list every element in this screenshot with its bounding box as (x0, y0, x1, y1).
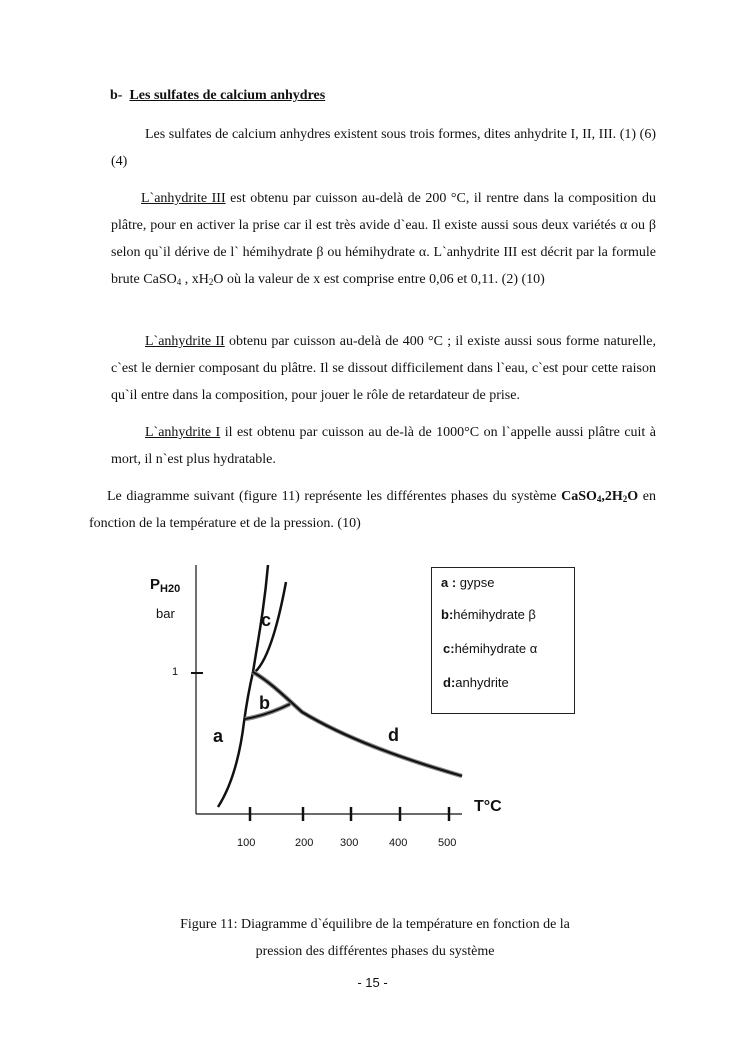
region-label-d: d (388, 725, 399, 745)
paragraph-anhydrite-iii: L`anhydrite III est obtenu par cuisson au-delà de 200 °C, il rentre dans la composition du plâtre, pour en activer la prise car il est très avide d`eau. Il existe aussi sous deux variétés α ou β selon qu`il dérive de l` hémihydrate β ou hémihydrate α. L`anhydrite III est décrit par la formule brute CaSO$_4$ , $xH_2O$ où la valeur de x est comprise entre 0,06 et 0,11. (2) (10) (111, 191, 656, 287)
term-anhydrite-i: L`anhydrite I (145, 425, 221, 440)
legend-item-a: a : gypse (441, 575, 495, 590)
legend-item-d: d:anhydrite (443, 675, 509, 690)
region-label-a: a (213, 726, 224, 746)
formula-caso4: $CaSO_4,2H_2O$ (561, 489, 639, 504)
region-label-b: b (259, 693, 270, 713)
caption-line-2: pression des différentes phases du système (255, 944, 495, 959)
section-number: b- (110, 88, 123, 103)
paragraph-intro: Les sulfates de calcium anhydres existent sous trois formes, dites anhydrite I, II, III. (1) (6) (4) (111, 127, 656, 169)
y-unit-label: bar (156, 606, 175, 621)
y-tick-label: 1 (172, 666, 179, 678)
page-number: - 15 - (357, 975, 388, 990)
section-title: Les sulfates de calcium anhydres (129, 88, 326, 103)
x-tick-label-100: 100 (237, 837, 256, 849)
term-anhydrite-iii: L`anhydrite III (141, 191, 226, 206)
region-label-c: c (261, 610, 272, 630)
x-axis-label: T°C (474, 798, 502, 815)
caption-line-1: Figure 11: Diagramme d`équilibre de la température en fonction de la (180, 917, 570, 932)
diagram-legend (431, 567, 575, 714)
paragraph-anhydrite-ii: L`anhydrite II obtenu par cuisson au-delà de 400 °C ; il existe aussi sous forme naturelle, c`est le dernier composant du plâtre. Il se dissout difficilement dans l`eau, c`est pour cette raison qu`il entre dans la composition, pour jouer le rôle de retardateur de prise. (111, 334, 656, 403)
x-tick-label-300: 300 (340, 837, 359, 849)
legend-item-c: c:hémihydrate α (443, 641, 538, 656)
figure-caption (160, 911, 590, 965)
y-axis-label: $P_{H20}$ (150, 576, 181, 595)
x-tick-label-400: 400 (389, 837, 408, 849)
curve-gypse-boundary (218, 672, 253, 807)
paragraph-diagram-intro: Le diagramme suivant (figure 11) représente les différentes phases du système $CaSO_4,2H_2O$ en fonction de la température et de la pression. (10) (89, 489, 657, 531)
term-anhydrite-ii: L`anhydrite II (145, 334, 225, 349)
x-tick-label-500: 500 (438, 837, 457, 849)
x-tick-label-200: 200 (295, 837, 314, 849)
paragraph-anhydrite-i: L`anhydrite I il est obtenu par cuisson au de-là de 1000°C on l`appelle aussi plâtre cuit à mort, il n`est plus hydratable. (111, 425, 656, 467)
section-heading (110, 88, 325, 104)
legend-item-b: b:hémihydrate β (441, 607, 536, 622)
